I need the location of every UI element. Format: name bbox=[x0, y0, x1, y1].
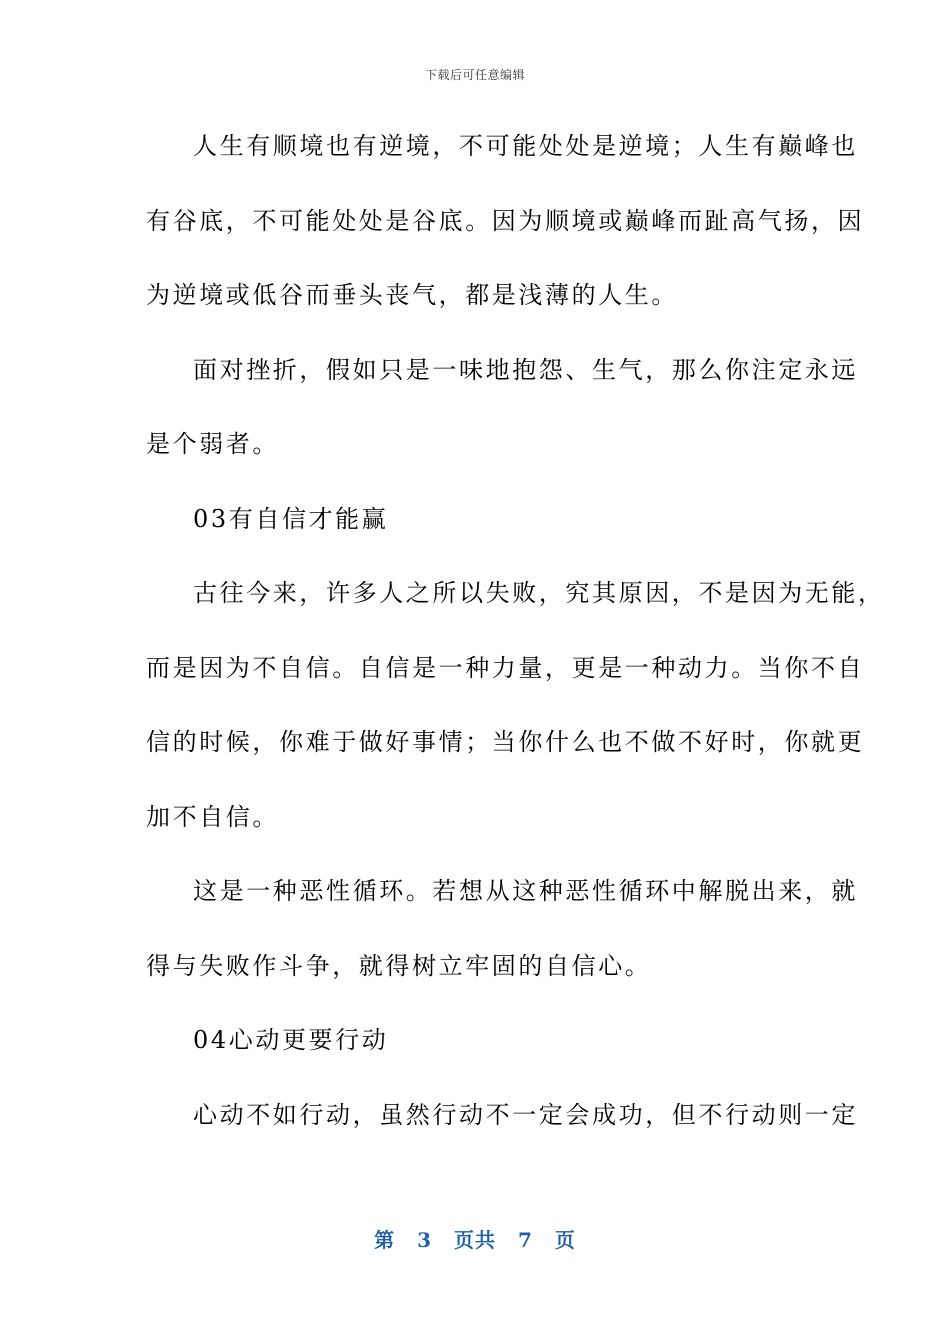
paragraph-line: 得与失败作斗争，就得树立牢固的自信心。 bbox=[146, 951, 652, 980]
paragraph-line: 信的时候，你难于做好事情；当你什么也不做不好时，你就更 bbox=[146, 728, 865, 756]
paragraph-line: 有谷底，不可能处处是谷底。因为顺境或巅峰而趾高气扬，因 bbox=[146, 206, 865, 235]
paragraph-line: 人生有顺境也有逆境，不可能处处是逆境；人生有巅峰也 bbox=[193, 132, 858, 160]
paragraph-line: 加不自信。 bbox=[146, 802, 279, 831]
footer-suffix: 页 bbox=[554, 1228, 576, 1252]
footer-total-pages: 7 bbox=[518, 1228, 533, 1252]
section-heading: 04心动更要行动 bbox=[193, 1026, 389, 1054]
page-footer bbox=[0, 1224, 950, 1253]
section-heading: 03有自信才能赢 bbox=[193, 504, 389, 533]
document-body bbox=[146, 120, 885, 1163]
header-note: 下载后可任意编辑 bbox=[424, 68, 525, 82]
paragraph-line: 这是一种恶性循环。若想从这种恶性循环中解脱出来，就 bbox=[193, 877, 858, 905]
footer-current-page: 3 bbox=[417, 1228, 432, 1252]
paragraph-line: 为逆境或低谷而垂头丧气，都是浅薄的人生。 bbox=[146, 281, 678, 309]
footer-middle: 页共 bbox=[454, 1228, 496, 1252]
paragraph-line: 心动不如行动，虽然行动不一定会成功，但不行动则一定 bbox=[193, 1100, 858, 1129]
paragraph-line: 而是因为不自信。自信是一种力量，更是一种动力。当你不自 bbox=[146, 653, 865, 682]
footer-prefix: 第 bbox=[374, 1228, 396, 1252]
paragraph-line: 古往今来，许多人之所以失败，究其原因，不是因为无能， bbox=[193, 579, 885, 607]
paragraph-line: 是个弱者。 bbox=[146, 430, 279, 458]
paragraph-line: 面对挫折，假如只是一味地抱怨、生气，那么你注定永远 bbox=[193, 355, 858, 384]
